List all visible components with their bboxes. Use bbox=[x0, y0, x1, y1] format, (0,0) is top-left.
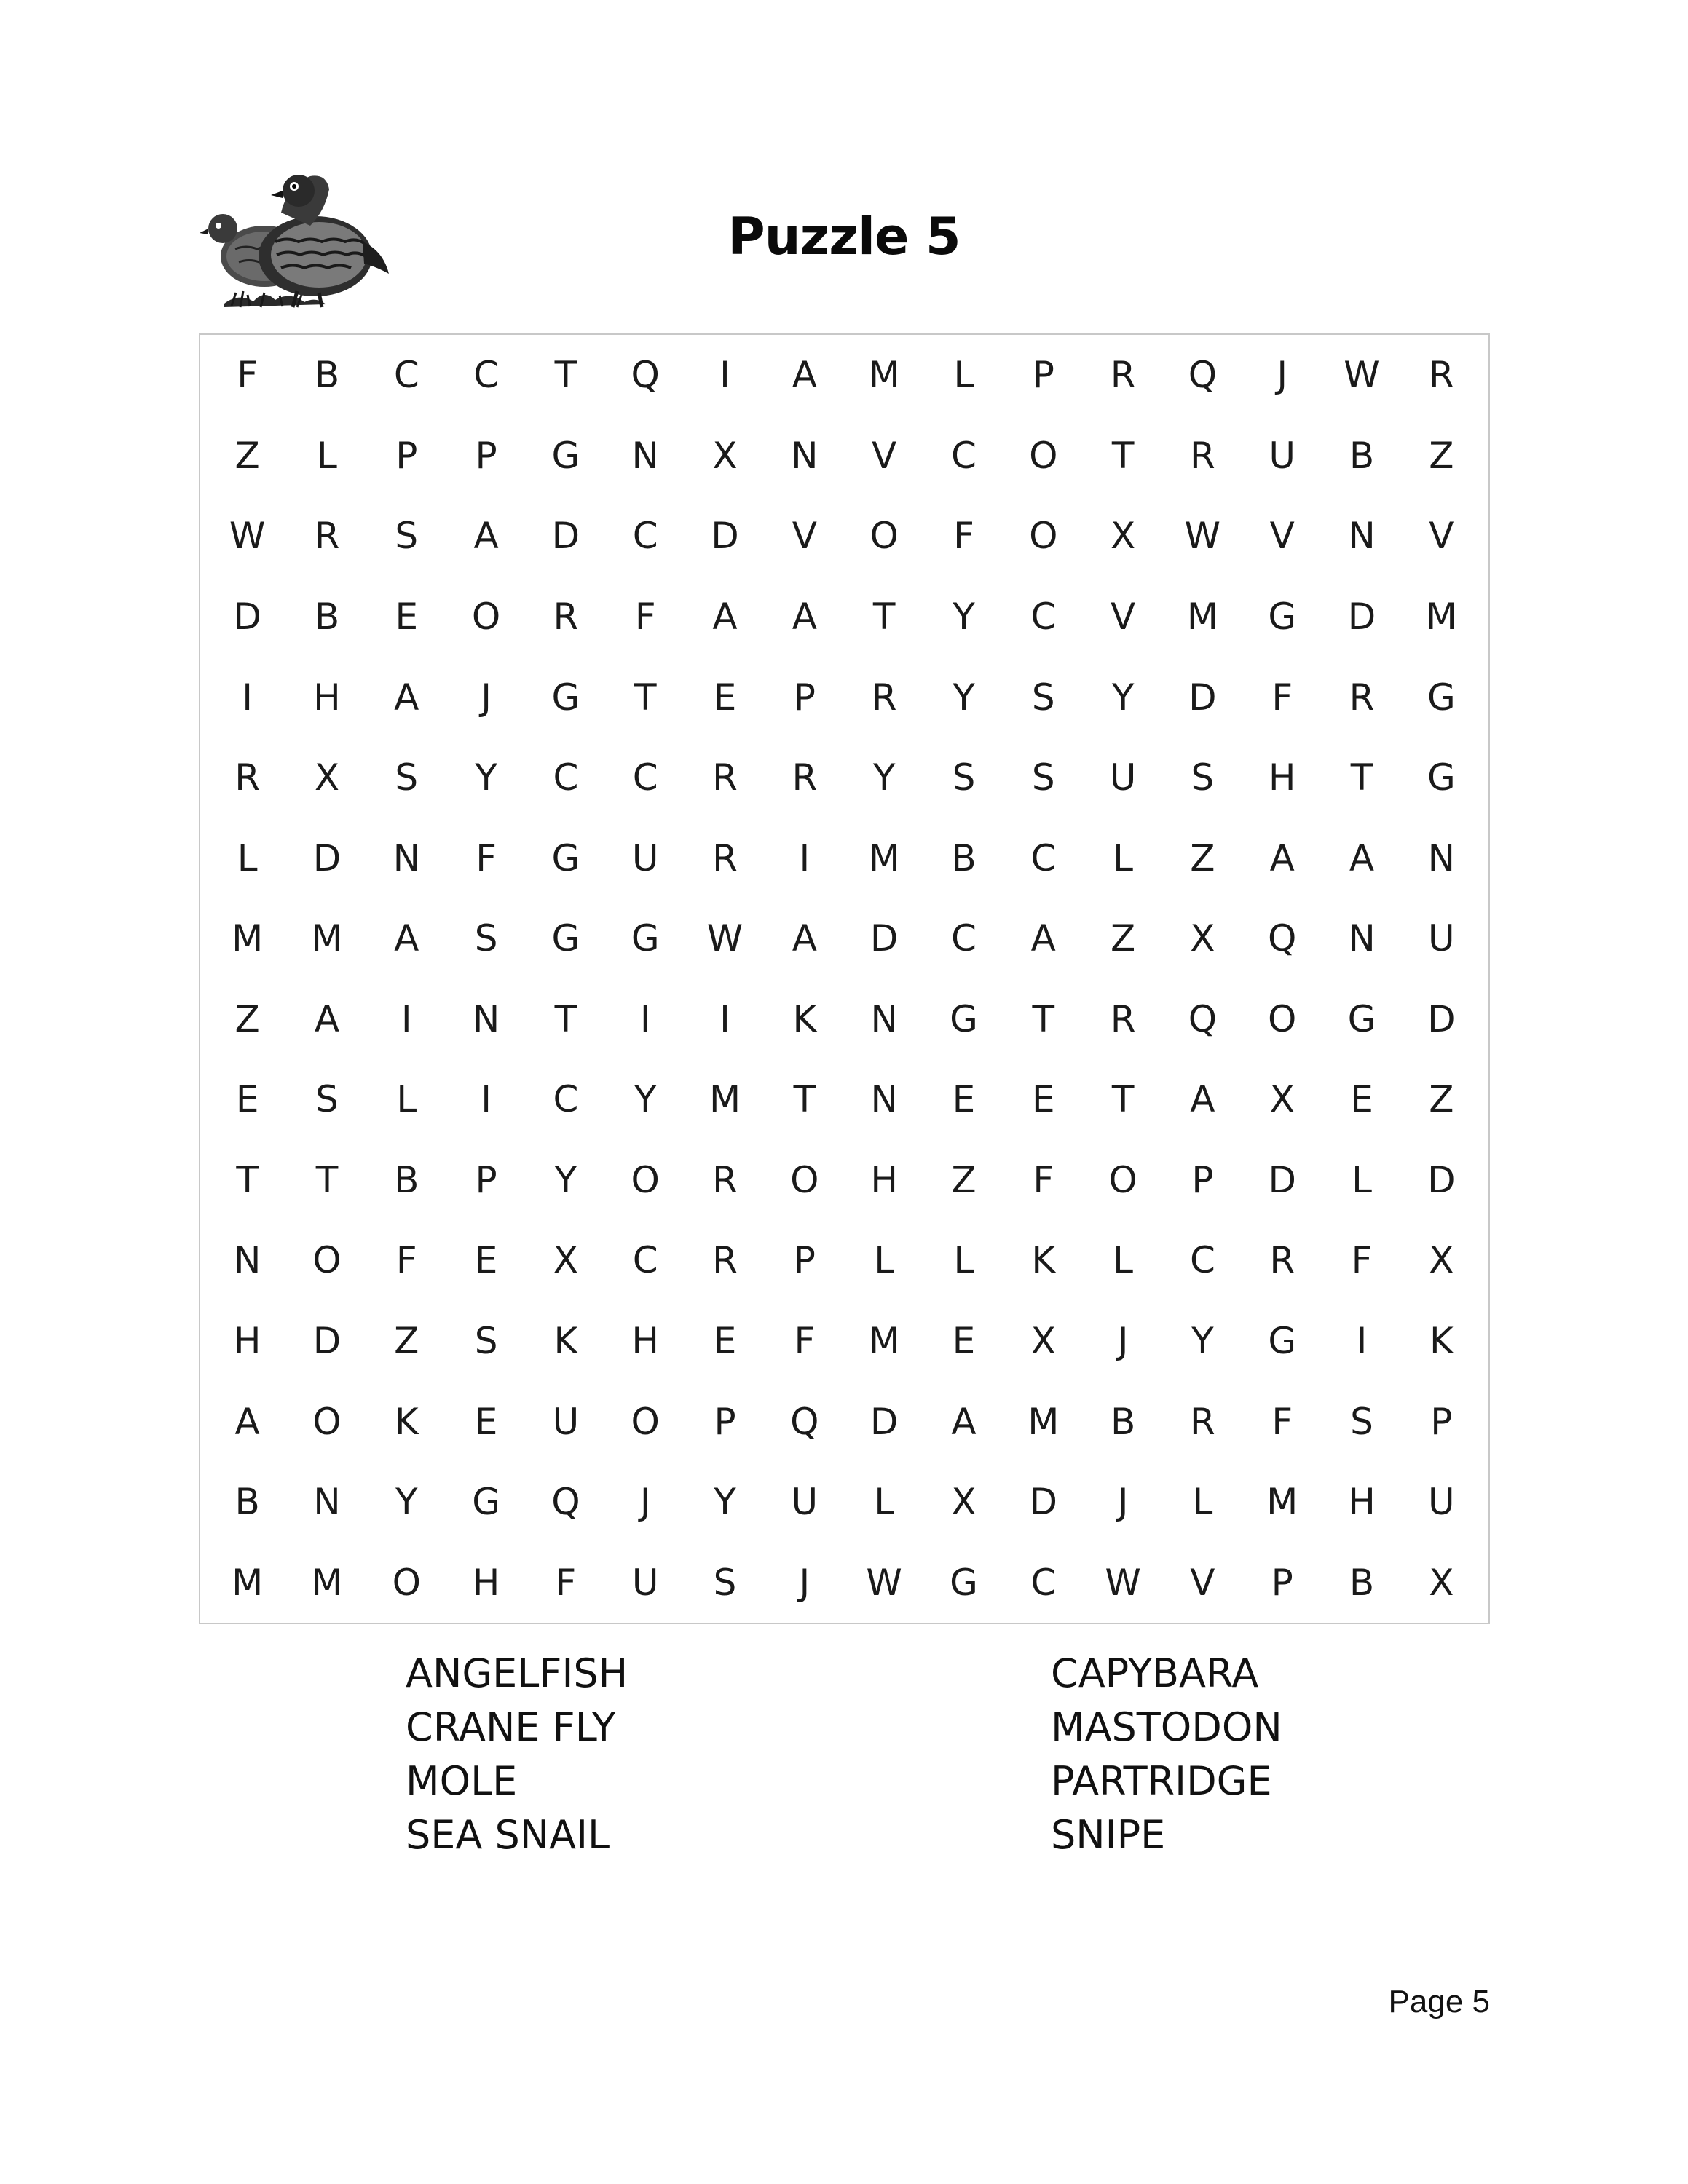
grid-letter: O bbox=[790, 1158, 819, 1201]
grid-letter: L bbox=[1113, 1239, 1134, 1282]
grid-letter: O bbox=[312, 1239, 342, 1282]
grid-letter: H bbox=[233, 1320, 261, 1363]
grid-letter: M bbox=[709, 1078, 741, 1121]
grid-letter: W bbox=[229, 515, 266, 558]
grid-letter: I bbox=[719, 354, 730, 397]
grid-letter: C bbox=[1030, 836, 1057, 879]
word-list-item: CAPYBARA bbox=[1051, 1650, 1259, 1696]
grid-letter: X bbox=[1110, 515, 1136, 558]
grid-letter: U bbox=[791, 1481, 819, 1524]
grid-letter: G bbox=[551, 917, 580, 960]
grid-letter: Y bbox=[634, 1078, 657, 1121]
grid-letter: T bbox=[554, 997, 577, 1040]
grid-letter: L bbox=[953, 1239, 974, 1282]
grid-letter: D bbox=[1427, 997, 1456, 1040]
grid-letter: D bbox=[711, 515, 739, 558]
word-search-grid bbox=[199, 333, 1490, 1624]
grid-letter: V bbox=[792, 515, 817, 558]
grid-letter: O bbox=[1029, 434, 1058, 477]
grid-letter: V bbox=[1269, 515, 1295, 558]
grid-letter: E bbox=[713, 1320, 737, 1363]
grid-letter: E bbox=[952, 1078, 976, 1121]
grid-letter: J bbox=[1117, 1320, 1129, 1363]
grid-letter: A bbox=[792, 354, 817, 397]
grid-letter: R bbox=[1269, 1239, 1295, 1282]
grid-letter: G bbox=[1268, 595, 1297, 638]
grid-letter: Y bbox=[1111, 676, 1135, 719]
grid-letter: M bbox=[1425, 595, 1457, 638]
grid-letter: G bbox=[551, 434, 580, 477]
word-list-item: SEA SNAIL bbox=[406, 1812, 610, 1858]
grid-letter: S bbox=[1031, 756, 1055, 799]
page-number: Page 5 bbox=[1388, 1984, 1490, 2019]
grid-letter: T bbox=[793, 1078, 816, 1121]
grid-letter: C bbox=[632, 515, 658, 558]
grid-letter: O bbox=[392, 1561, 421, 1604]
grid-letter: F bbox=[953, 515, 974, 558]
grid-letter: X bbox=[314, 756, 340, 799]
grid-letter: X bbox=[712, 434, 738, 477]
grid-letter: Y bbox=[872, 756, 896, 799]
word-list-right-column bbox=[1051, 1647, 1282, 1862]
grid-letter: Z bbox=[1110, 917, 1136, 960]
grid-letter: T bbox=[315, 1158, 339, 1201]
grid-letter: T bbox=[1111, 434, 1135, 477]
grid-letter: D bbox=[312, 1320, 342, 1363]
grid-letter: F bbox=[395, 1239, 417, 1282]
grid-letter: F bbox=[1351, 1239, 1373, 1282]
grid-letter: G bbox=[950, 1561, 978, 1604]
grid-letter: V bbox=[872, 434, 897, 477]
grid-letter: A bbox=[234, 1400, 260, 1443]
grid-letter: M bbox=[1266, 1481, 1298, 1524]
grid-letter: O bbox=[1108, 1158, 1137, 1201]
grid-letter: C bbox=[393, 354, 419, 397]
grid-letter: Z bbox=[234, 434, 260, 477]
grid-letter: W bbox=[1184, 515, 1221, 558]
grid-letter: G bbox=[551, 676, 580, 719]
grid-letter: S bbox=[952, 756, 976, 799]
grid-letter: C bbox=[951, 434, 977, 477]
grid-letter: K bbox=[553, 1320, 578, 1363]
grid-letter: P bbox=[1271, 1561, 1293, 1604]
grid-letter: F bbox=[634, 595, 656, 638]
grid-letter: L bbox=[874, 1481, 895, 1524]
grid-letter: G bbox=[472, 1481, 500, 1524]
grid-letter: C bbox=[1030, 1561, 1057, 1604]
grid-letter: X bbox=[1190, 917, 1215, 960]
grid-letter: X bbox=[1429, 1239, 1454, 1282]
grid-letter: U bbox=[631, 1561, 659, 1604]
grid-letter: Q bbox=[1188, 354, 1218, 397]
grid-letter: H bbox=[313, 676, 341, 719]
grid-letter: F bbox=[794, 1320, 816, 1363]
word-list-item: ANGELFISH bbox=[406, 1650, 628, 1696]
grid-letter: A bbox=[792, 917, 817, 960]
grid-letter: V bbox=[1110, 595, 1136, 638]
grid-letter: R bbox=[553, 595, 579, 638]
grid-letter: O bbox=[631, 1158, 660, 1201]
grid-letter: M bbox=[868, 1320, 900, 1363]
grid-letter: R bbox=[234, 756, 261, 799]
grid-letter: C bbox=[1030, 595, 1057, 638]
grid-letter: U bbox=[552, 1400, 580, 1443]
grid-letter: S bbox=[395, 756, 419, 799]
grid-letter: D bbox=[1427, 1158, 1456, 1201]
grid-letter: U bbox=[1109, 756, 1137, 799]
grid-letter: P bbox=[475, 1158, 497, 1201]
grid-letter: A bbox=[951, 1400, 977, 1443]
grid-letter: L bbox=[237, 836, 258, 879]
grid-letter: N bbox=[870, 997, 898, 1040]
grid-letter: A bbox=[394, 676, 419, 719]
grid-letter: G bbox=[631, 917, 660, 960]
grid-letter: C bbox=[632, 1239, 658, 1282]
grid-letter: P bbox=[1430, 1400, 1453, 1443]
word-list-item: SNIPE bbox=[1051, 1812, 1166, 1858]
grid-letter: T bbox=[634, 676, 657, 719]
grid-letter: O bbox=[1268, 997, 1297, 1040]
grid-letter: Q bbox=[1268, 917, 1297, 960]
grid-letter: N bbox=[313, 1481, 341, 1524]
grid-letter: M bbox=[232, 917, 264, 960]
grid-letter: J bbox=[639, 1481, 651, 1524]
grid-letter: N bbox=[631, 434, 659, 477]
grid-letter: A bbox=[1349, 836, 1375, 879]
grid-letter: B bbox=[1349, 1561, 1375, 1604]
grid-letter: B bbox=[234, 1481, 260, 1524]
grid-letter: Q bbox=[631, 354, 660, 397]
grid-letter: S bbox=[713, 1561, 737, 1604]
grid-letter: G bbox=[950, 997, 978, 1040]
grid-letter: B bbox=[314, 595, 340, 638]
grid-letter: F bbox=[1271, 1400, 1293, 1443]
grid-letter: L bbox=[396, 1078, 417, 1121]
grid-letter: E bbox=[1031, 1078, 1055, 1121]
grid-letter: S bbox=[315, 1078, 339, 1121]
grid-letter: M bbox=[1028, 1400, 1060, 1443]
grid-letter: P bbox=[1032, 354, 1054, 397]
grid-letter: J bbox=[799, 1561, 811, 1604]
grid-letter: I bbox=[639, 997, 651, 1040]
grid-letter: A bbox=[314, 997, 340, 1040]
grid-letter: G bbox=[551, 836, 580, 879]
grid-letter: B bbox=[394, 1158, 419, 1201]
grid-letter: I bbox=[401, 997, 412, 1040]
grid-letter: M bbox=[311, 917, 343, 960]
grid-letter: L bbox=[1113, 836, 1134, 879]
grid-letter: Q bbox=[790, 1400, 819, 1443]
grid-letter: D bbox=[1268, 1158, 1296, 1201]
grid-letter: C bbox=[632, 756, 658, 799]
grid-letter: E bbox=[395, 595, 419, 638]
grid-letter: P bbox=[793, 1239, 816, 1282]
grid-letter: R bbox=[712, 1158, 738, 1201]
grid-letter: Q bbox=[551, 1481, 580, 1524]
word-list-item: MOLE bbox=[406, 1758, 518, 1804]
grid-letter: B bbox=[314, 354, 340, 397]
grid-letter: D bbox=[233, 595, 261, 638]
grid-letter: L bbox=[874, 1239, 895, 1282]
grid-letter: M bbox=[1186, 595, 1218, 638]
grid-letter: E bbox=[474, 1400, 498, 1443]
grid-letter: F bbox=[1033, 1158, 1054, 1201]
grid-letter: J bbox=[1117, 1481, 1129, 1524]
grid-letter: O bbox=[312, 1400, 342, 1443]
grid-letter: R bbox=[1110, 997, 1136, 1040]
grid-letter: A bbox=[1269, 836, 1295, 879]
grid-letter: B bbox=[1349, 434, 1375, 477]
grid-letter: J bbox=[1277, 354, 1288, 397]
grid-letter: O bbox=[631, 1400, 660, 1443]
grid-letter: G bbox=[1427, 676, 1456, 719]
grid-letter: H bbox=[1268, 756, 1296, 799]
grid-letter: P bbox=[714, 1400, 736, 1443]
grid-letter: Y bbox=[475, 756, 497, 799]
grid-letter: X bbox=[1269, 1078, 1295, 1121]
grid-letter: Y bbox=[1191, 1320, 1214, 1363]
grid-letter: E bbox=[713, 676, 737, 719]
grid-letter: Z bbox=[951, 1158, 977, 1201]
grid-letter: S bbox=[1350, 1400, 1373, 1443]
grid-letter: T bbox=[1032, 997, 1055, 1040]
grid-letter: E bbox=[235, 1078, 259, 1121]
grid-letter: M bbox=[232, 1561, 264, 1604]
grid-letter: R bbox=[1349, 676, 1375, 719]
grid-letter: F bbox=[555, 1561, 577, 1604]
grid-letter: N bbox=[791, 434, 819, 477]
grid-letter: A bbox=[1030, 917, 1056, 960]
grid-letter: Y bbox=[953, 676, 975, 719]
grid-letter: S bbox=[395, 515, 419, 558]
grid-letter: S bbox=[1191, 756, 1215, 799]
grid-letter: K bbox=[394, 1400, 419, 1443]
grid-letter: N bbox=[393, 836, 420, 879]
grid-letter: C bbox=[553, 1078, 579, 1121]
grid-letter: X bbox=[951, 1481, 977, 1524]
grid-letter: H bbox=[631, 1320, 660, 1363]
grid-letter: J bbox=[481, 676, 492, 719]
grid-letter: A bbox=[473, 515, 499, 558]
grid-letter: S bbox=[474, 1320, 498, 1363]
grid-letter: U bbox=[1428, 917, 1455, 960]
grid-letter: W bbox=[1105, 1561, 1141, 1604]
grid-letter: R bbox=[1428, 354, 1454, 397]
grid-letter: F bbox=[476, 836, 497, 879]
grid-letter: B bbox=[1110, 1400, 1136, 1443]
grid-letter: V bbox=[1429, 515, 1454, 558]
grid-letter: A bbox=[394, 917, 419, 960]
grid-letter: N bbox=[1348, 917, 1376, 960]
grid-letter: U bbox=[1269, 434, 1296, 477]
grid-letter: T bbox=[1350, 756, 1373, 799]
grid-letter: R bbox=[1190, 1400, 1215, 1443]
word-list-item: MASTODON bbox=[1051, 1704, 1282, 1750]
grid-letter: A bbox=[1190, 1078, 1215, 1121]
grid-letter: G bbox=[1427, 756, 1456, 799]
word-list-item: PARTRIDGE bbox=[1051, 1758, 1272, 1804]
grid-letter: D bbox=[1347, 595, 1376, 638]
grid-letter: U bbox=[1428, 1481, 1455, 1524]
grid-letter: Z bbox=[1429, 1078, 1454, 1121]
grid-letter: Z bbox=[234, 997, 260, 1040]
word-list bbox=[0, 1647, 1688, 1865]
grid-letter: W bbox=[706, 917, 744, 960]
grid-letter: T bbox=[872, 595, 896, 638]
grid-letter: D bbox=[312, 836, 342, 879]
grid-letter: E bbox=[1350, 1078, 1373, 1121]
grid-letter: P bbox=[475, 434, 497, 477]
grid-letter: R bbox=[712, 1239, 738, 1282]
grid-letter: V bbox=[1190, 1561, 1215, 1604]
grid-letter: Z bbox=[1429, 434, 1454, 477]
grid-letter: L bbox=[317, 434, 337, 477]
page-title: Puzzle 5 bbox=[727, 207, 961, 266]
grid-letter: Y bbox=[395, 1481, 418, 1524]
grid-letter: L bbox=[1352, 1158, 1372, 1201]
grid-letter: Y bbox=[953, 595, 975, 638]
grid-letter: C bbox=[473, 354, 500, 397]
grid-letter: M bbox=[868, 836, 900, 879]
grid-letter: B bbox=[951, 836, 977, 879]
grid-letter: Y bbox=[554, 1158, 577, 1201]
grid-letter: G bbox=[1268, 1320, 1297, 1363]
grid-letter: P bbox=[793, 676, 816, 719]
grid-letter: T bbox=[554, 354, 577, 397]
grid-letter: X bbox=[1429, 1561, 1454, 1604]
grid-letter: W bbox=[866, 1561, 902, 1604]
grid-letter: G bbox=[1347, 997, 1376, 1040]
grid-letter: C bbox=[1189, 1239, 1215, 1282]
grid-letter: H bbox=[472, 1561, 500, 1604]
grid-letter: R bbox=[712, 836, 738, 879]
grid-letter: I bbox=[719, 997, 730, 1040]
grid-letter: I bbox=[1356, 1320, 1368, 1363]
grid-letter: P bbox=[395, 434, 418, 477]
grid-letter: X bbox=[1030, 1320, 1056, 1363]
grid-letter: S bbox=[1031, 676, 1055, 719]
grid-letter: N bbox=[1348, 515, 1376, 558]
grid-letter: L bbox=[953, 354, 974, 397]
grid-letter: I bbox=[481, 1078, 492, 1121]
grid-letter: O bbox=[1029, 515, 1058, 558]
grid-letter: R bbox=[792, 756, 818, 799]
grid-letter: O bbox=[471, 595, 501, 638]
grid-letter: Z bbox=[394, 1320, 419, 1363]
grid-letter: I bbox=[799, 836, 811, 879]
grid-letter: N bbox=[1427, 836, 1456, 879]
grid-letter: P bbox=[1191, 1158, 1214, 1201]
grid-letter: K bbox=[1429, 1320, 1454, 1363]
grid-letter: R bbox=[1110, 354, 1136, 397]
grid-letter: A bbox=[712, 595, 738, 638]
grid-letter: T bbox=[236, 1158, 259, 1201]
grid-letter: M bbox=[311, 1561, 343, 1604]
grid-letter: M bbox=[868, 354, 900, 397]
grid-letter: D bbox=[869, 1400, 899, 1443]
grid-letter: N bbox=[472, 997, 500, 1040]
grid-letter: O bbox=[869, 515, 899, 558]
grid-letter: Y bbox=[714, 1481, 736, 1524]
grid-letter: D bbox=[551, 515, 580, 558]
grid-letter: K bbox=[1031, 1239, 1056, 1282]
grid-letter: F bbox=[1271, 676, 1293, 719]
grid-letter: K bbox=[792, 997, 817, 1040]
grid-letter: C bbox=[951, 917, 977, 960]
word-list-item: CRANE FLY bbox=[406, 1704, 616, 1750]
grid-letter: U bbox=[631, 836, 659, 879]
grid-letter: R bbox=[871, 676, 897, 719]
grid-letter: R bbox=[712, 756, 738, 799]
grid-letter: R bbox=[314, 515, 340, 558]
grid-letter: D bbox=[1188, 676, 1217, 719]
grid-letter: X bbox=[553, 1239, 579, 1282]
grid-letter: E bbox=[474, 1239, 498, 1282]
grid-letter: D bbox=[869, 917, 899, 960]
grid-letter: L bbox=[1192, 1481, 1213, 1524]
grid-letter: H bbox=[870, 1158, 898, 1201]
grid-letter: Q bbox=[1188, 997, 1218, 1040]
grid-letter: T bbox=[1111, 1078, 1135, 1121]
grid-letter: W bbox=[1344, 354, 1380, 397]
grid-letter: S bbox=[474, 917, 498, 960]
grid-letter: Z bbox=[1190, 836, 1215, 879]
grid-letter: A bbox=[792, 595, 817, 638]
word-list-left-column bbox=[406, 1647, 628, 1862]
grid-letter: N bbox=[233, 1239, 261, 1282]
grid-letter: D bbox=[1029, 1481, 1058, 1524]
grid-letter: N bbox=[870, 1078, 898, 1121]
grid-letter: R bbox=[1190, 434, 1215, 477]
grid-letter: F bbox=[237, 354, 259, 397]
grid-letter: H bbox=[1348, 1481, 1376, 1524]
grid-letter: I bbox=[242, 676, 253, 719]
grid-letter: C bbox=[553, 756, 579, 799]
grid-letter: E bbox=[952, 1320, 976, 1363]
